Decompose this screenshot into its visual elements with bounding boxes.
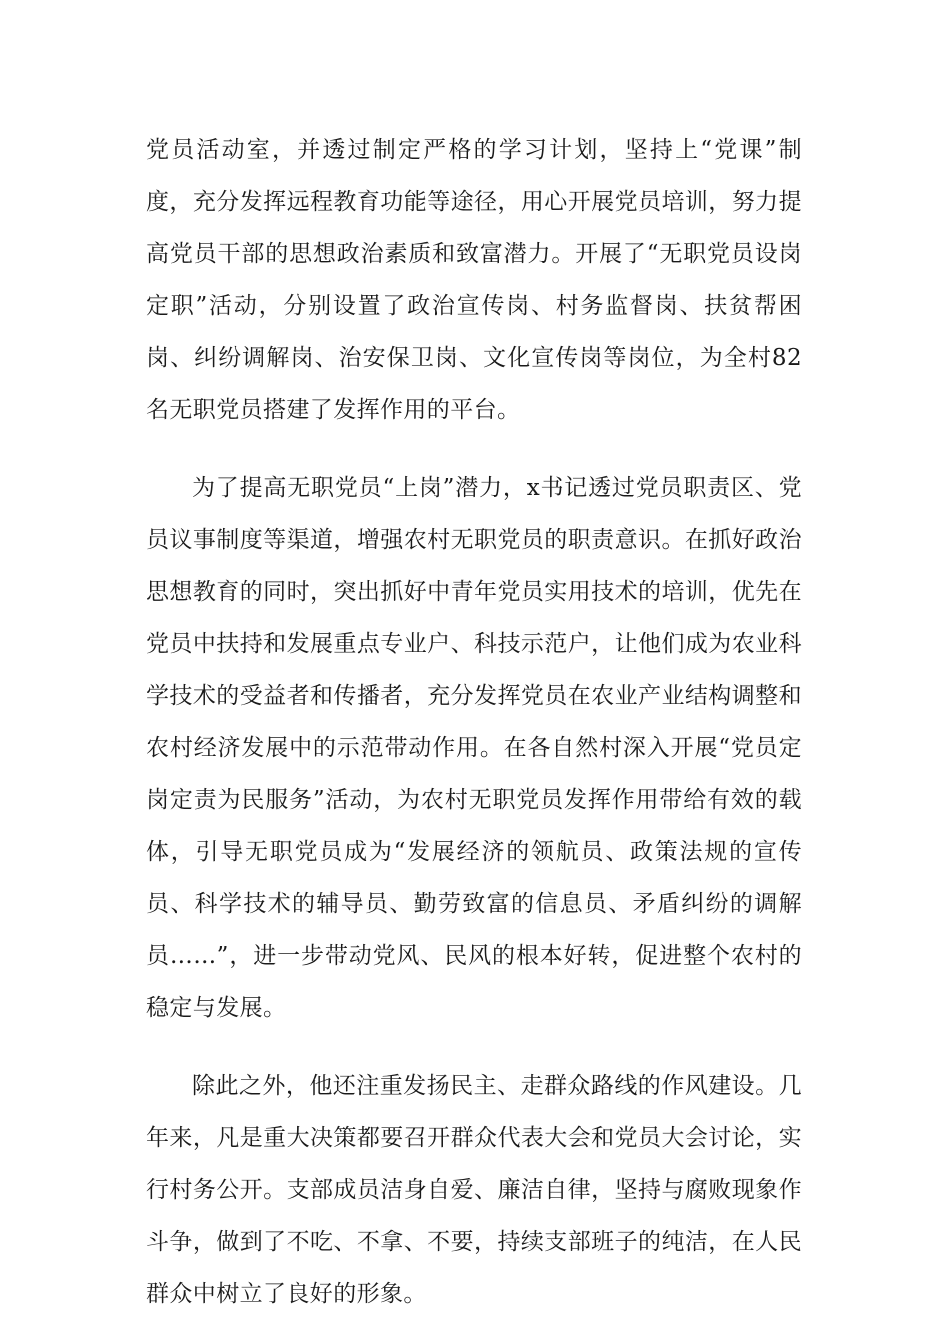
document-body (146, 124, 802, 1320)
paragraph-1: 党员活动室，并透过制定严格的学习计划，坚持上“党课”制度，充分发挥远程教育功能等途径，用心开展党员培训，努力提高党员干部的思想政治素质和致富潜力。开展了“无职党员设岗定职”活动，分别设置了政治宣传岗、村务监督岗、扶贫帮困岗、纠纷调解岗、治安保卫岗、文化宣传岗等岗位，为全村82名无职党员搭建了发挥作用的平台。 (146, 137, 802, 423)
paragraph-2: 为了提高无职党员“上岗”潜力，x书记透过党员职责区、党员议事制度等渠道，增强农村无职党员的职责意识。在抓好政治思想教育的同时，突出抓好中青年党员实用技术的培训，优先在党员中扶持和发展重点专业户、科技示范户，让他们成为农业科学技术的受益者和传播者，充分发挥党员在农业产业结构调整和农村经济发展中的示范带动作用。在各自然村深入开展“党员定岗定责为民服务”活动，为农村无职党员发挥作用带给有效的载体，引导无职党员成为“发展经济的领航员、政策法规的宣传员、科学技术的辅导员、勤劳致富的信息员、矛盾纠纷的调解员……”，进一步带动党风、民风的根本好转，促进整个农村的稳定与发展。 (146, 475, 802, 1021)
paragraph-3: 除此之外，他还注重发扬民主、走群众路线的作风建设。几年来，凡是重大决策都要召开群众代表大会和党员大会讨论，实行村务公开。支部成员洁身自爱、廉洁自律，坚持与腐败现象作斗争，做到了不吃、不拿、不要，持续支部班子的纯洁，在人民群众中树立了良好的形象。 (146, 1073, 802, 1307)
